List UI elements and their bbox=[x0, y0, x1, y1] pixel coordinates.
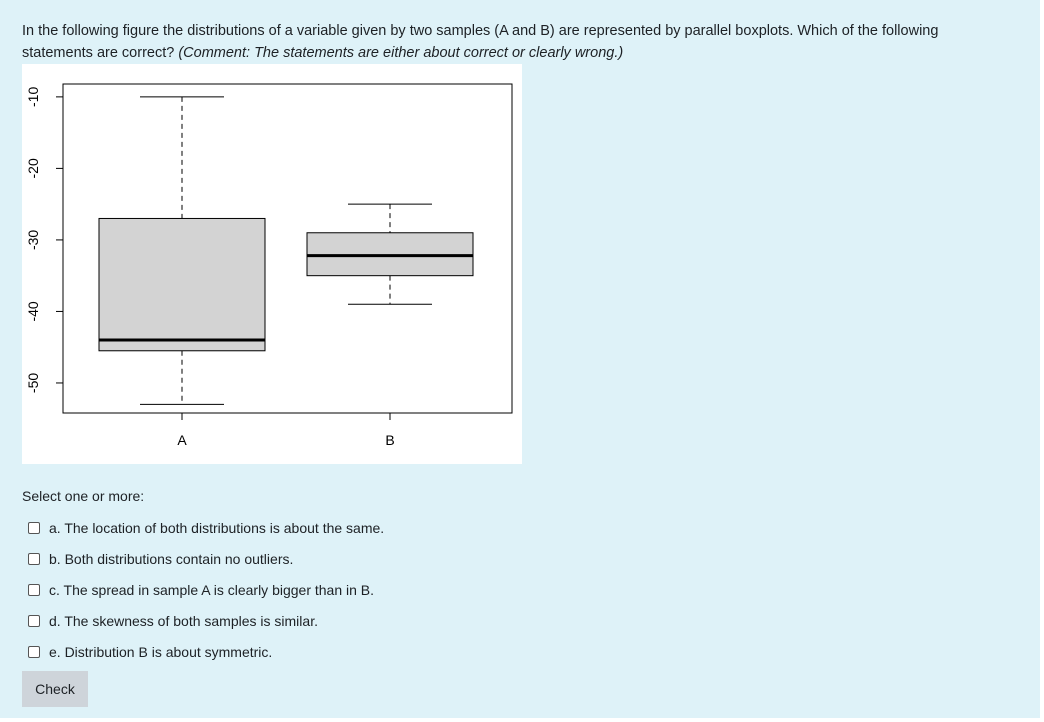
answer-option-a[interactable] bbox=[28, 512, 384, 543]
answer-label-b: b. Both distributions contain no outliers. bbox=[49, 550, 294, 567]
y-tick-label: -30 bbox=[25, 229, 41, 251]
boxplot-chart bbox=[22, 64, 522, 464]
x-tick-label-a: A bbox=[177, 432, 187, 448]
answer-label-a: a. The location of both distributions is about the same. bbox=[49, 519, 385, 536]
answer-list bbox=[28, 512, 384, 667]
answer-option-c[interactable] bbox=[28, 574, 384, 605]
y-tick-label: -40 bbox=[25, 301, 41, 322]
answer-option-e[interactable] bbox=[28, 636, 384, 667]
y-tick-label: -20 bbox=[25, 158, 41, 179]
checkbox-b[interactable] bbox=[28, 553, 40, 565]
answer-label-d: d. The skewness of both samples is similar. bbox=[49, 612, 318, 629]
answer-label-e: e. Distribution B is about symmetric. bbox=[49, 643, 273, 660]
box-a bbox=[99, 218, 265, 350]
y-tick-label: -50 bbox=[25, 372, 41, 394]
answer-prompt: Select one or more: bbox=[22, 488, 145, 504]
question-text-plain: In the following figure the distributions of a variable given by two samples (A and B) are represented by parallel boxplots. Which of the following statements are correct? bbox=[22, 23, 939, 61]
x-tick-label-b: B bbox=[385, 432, 395, 448]
answer-option-b[interactable] bbox=[28, 543, 384, 574]
checkbox-e[interactable] bbox=[28, 646, 40, 658]
answer-option-d[interactable] bbox=[28, 605, 384, 636]
question-text bbox=[22, 20, 1012, 64]
checkbox-c[interactable] bbox=[28, 584, 40, 596]
boxplot-figure bbox=[22, 64, 522, 464]
checkbox-d[interactable] bbox=[28, 615, 40, 627]
checkbox-a[interactable] bbox=[28, 522, 40, 534]
check-button[interactable]: Check bbox=[22, 671, 88, 707]
answer-label-c: c. The spread in sample A is clearly bigger than in B. bbox=[49, 581, 375, 598]
question-comment: (Comment: The statements are either about correct or clearly wrong.) bbox=[178, 45, 624, 61]
y-tick-label: -10 bbox=[25, 86, 41, 107]
